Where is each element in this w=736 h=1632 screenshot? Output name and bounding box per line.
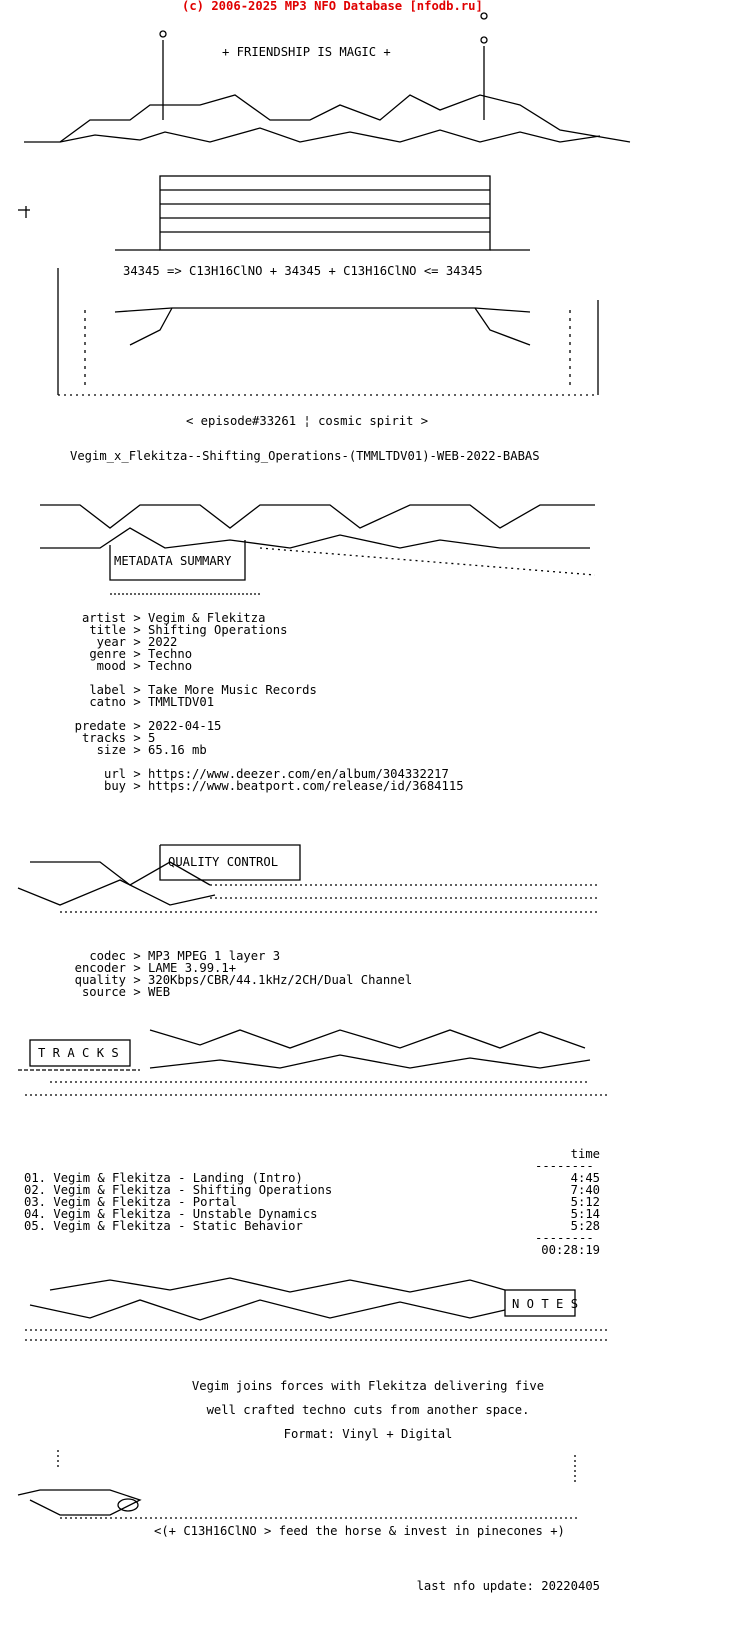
url-link[interactable]: https://www.deezer.com/en/album/304332217 <box>148 767 449 781</box>
episode-line: < episode#33261 ¦ cosmic spirit > <box>186 414 429 428</box>
buy-link[interactable]: https://www.beatport.com/release/id/3684115 <box>148 779 464 793</box>
track-time: 5:14 <box>570 1207 600 1221</box>
total-rule: -------- <box>535 1231 594 1245</box>
field-predate: predate > 2022-04-15 <box>74 719 222 733</box>
site-header[interactable]: (c) 2006-2025 MP3 NFO Database [nfodb.ru] <box>182 0 483 13</box>
track-row: 02. Vegim & Flekitza - Shifting Operations <box>24 1183 333 1197</box>
release-name: Vegim_x_Flekitza--Shifting_Operations-(TMMLTDV01)-WEB-2022-BABAS <box>70 449 540 463</box>
notes-line-2: well crafted techno cuts from another space. <box>206 1403 530 1417</box>
field-title: title > Shifting Operations <box>89 623 288 637</box>
track-row: 01. Vegim & Flekitza - Landing (Intro) <box>24 1171 303 1185</box>
field-artist: artist > Vegim & Flekitza <box>81 611 266 625</box>
total-time: 00:28:19 <box>541 1243 600 1257</box>
track-row: 05. Vegim & Flekitza - Static Behavior <box>24 1219 303 1233</box>
footer-slogan: <(+ C13H16ClNO > feed the horse & invest in pinecones +) <box>154 1524 565 1538</box>
tracks-section-title: T R A C K S <box>38 1046 119 1060</box>
notes-line-1: Vegim joins forces with Flekitza delivering five <box>191 1379 545 1393</box>
track-time: 5:28 <box>570 1219 600 1233</box>
quality-logo-art <box>18 845 600 912</box>
field-mood: mood > Techno <box>96 659 193 673</box>
track-row: 04. Vegim & Flekitza - Unstable Dynamics <box>24 1207 318 1221</box>
field-quality: quality > 320Kbps/CBR/44.1kHz/2CH/Dual Channel <box>74 973 413 987</box>
footer-logo-art <box>18 1450 580 1518</box>
field-source: source > WEB <box>81 985 171 999</box>
track-time: 4:45 <box>570 1171 600 1185</box>
field-tracks: tracks > 5 <box>81 731 156 745</box>
notes-line-3: Format: Vinyl + Digital <box>283 1427 453 1441</box>
track-row: 03. Vegim & Flekitza - Portal <box>24 1195 237 1209</box>
metadata-section-title: METADATA SUMMARY <box>114 554 232 568</box>
banner-formula: 34345 => C13H16ClNO + 34345 + C13H16ClNO <= 34345 <box>123 264 483 278</box>
field-buy: buy > https://www.beatport.com/release/id/3684115 <box>103 779 464 793</box>
field-year: year > 2022 <box>96 635 178 649</box>
notes-section-title: N O T E S <box>512 1297 579 1311</box>
field-catno: catno > TMMLTDV01 <box>89 695 215 709</box>
quality-section-title: QUALITY CONTROL <box>168 855 279 869</box>
time-header-rule: -------- <box>535 1159 594 1173</box>
field-url: url > https://www.deezer.com/en/album/304332217 <box>103 767 449 781</box>
field-encoder: encoder > LAME 3.99.1+ <box>74 961 237 975</box>
banner-tagline: + FRIENDSHIP IS MAGIC + <box>222 45 391 59</box>
track-time: 5:12 <box>570 1195 600 1209</box>
field-codec: codec > MP3 MPEG 1 layer 3 <box>89 949 281 963</box>
last-update: last nfo update: 20220405 <box>416 1579 600 1593</box>
metadata-logo-art <box>40 505 595 594</box>
tracks-logo-art <box>18 1030 610 1095</box>
field-size: size > 65.16 mb <box>96 743 207 757</box>
track-time: 7:40 <box>570 1183 600 1197</box>
field-genre: genre > Techno <box>89 647 193 661</box>
formula-frame-art <box>58 268 598 395</box>
time-header: time <box>570 1147 600 1161</box>
field-label: label > Take More Music Records <box>89 683 317 697</box>
